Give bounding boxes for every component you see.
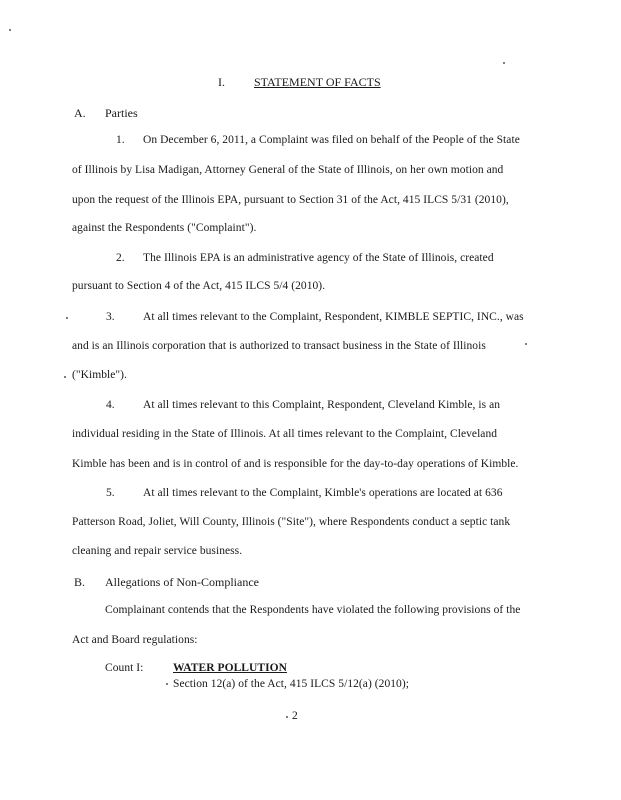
paragraph-4-line-1: At all times relevant to this Complaint, Respondent, Cleveland Kimble, is an <box>143 399 501 411</box>
paragraph-3-line-2: and is an Illinois corporation that is authorized to transact business in the State of Illinois <box>72 340 486 352</box>
paragraph-3-number: 3. <box>106 311 115 323</box>
count-title: WATER POLLUTION <box>173 662 287 674</box>
paragraph-3-line-1: At all times relevant to the Complaint, Respondent, KIMBLE SEPTIC, INC., was <box>143 311 524 323</box>
paragraph-1-line-2: of Illinois by Lisa Madigan, Attorney General of the State of Illinois, on her own motion and <box>72 164 504 176</box>
paragraph-4-line-3: Kimble has been and is in control of and is responsible for the day-to-day operations of Kimble. <box>72 458 519 470</box>
paragraph-2-line-1: The Illinois EPA is an administrative agency of the State of Illinois, created <box>143 252 494 264</box>
count-label: Count I: <box>105 662 144 674</box>
paragraph-2-line-2: pursuant to Section 4 of the Act, 415 ILCS 5/4 (2010). <box>72 280 326 292</box>
allegations-intro-line-2: Act and Board regulations: <box>72 634 198 646</box>
paragraph-2-number: 2. <box>116 252 125 264</box>
paragraph-1-line-4: against the Respondents ("Complaint"). <box>72 222 257 234</box>
scan-speck <box>66 317 68 319</box>
paragraph-4-number: 4. <box>106 399 115 411</box>
paragraph-1-line-1: On December 6, 2011, a Complaint was filed on behalf of the People of the State <box>143 134 520 146</box>
paragraph-1-line-3: upon the request of the Illinois EPA, pursuant to Section 31 of the Act, 415 ILCS 5/31 (2010), <box>72 194 509 206</box>
paragraph-3-line-3: ("Kimble"). <box>72 369 127 381</box>
paragraph-5-line-2: Patterson Road, Joliet, Will County, Illinois ("Site"), where Respondents conduct a septic tank <box>72 516 511 528</box>
scan-speck <box>525 343 527 345</box>
paragraph-5-line-1: At all times relevant to the Complaint, Kimble's operations are located at 636 <box>143 487 503 499</box>
scan-speck <box>503 62 505 64</box>
scan-speck <box>64 376 66 378</box>
page-number: 2 <box>292 710 298 722</box>
count-citation: Section 12(a) of the Act, 415 ILCS 5/12(a) (2010); <box>173 678 409 690</box>
section-title: STATEMENT OF FACTS <box>254 75 381 89</box>
subsection-b-letter: B. <box>74 575 86 589</box>
allegations-intro-line-1: Complainant contends that the Respondents have violated the following provisions of the <box>105 604 521 616</box>
scan-speck <box>286 716 288 718</box>
subsection-b-title: Allegations of Non-Compliance <box>105 575 259 589</box>
scan-speck <box>9 29 11 31</box>
paragraph-1-number: 1. <box>116 134 125 146</box>
section-number: I. <box>218 75 225 89</box>
scan-speck <box>166 683 168 685</box>
subsection-a-title: Parties <box>105 106 138 120</box>
subsection-a-letter: A. <box>74 106 86 120</box>
paragraph-4-line-2: individual residing in the State of Illinois. At all times relevant to the Complaint, Cleveland <box>72 428 498 440</box>
paragraph-5-line-3: cleaning and repair service business. <box>72 545 243 557</box>
paragraph-5-number: 5. <box>106 487 115 499</box>
